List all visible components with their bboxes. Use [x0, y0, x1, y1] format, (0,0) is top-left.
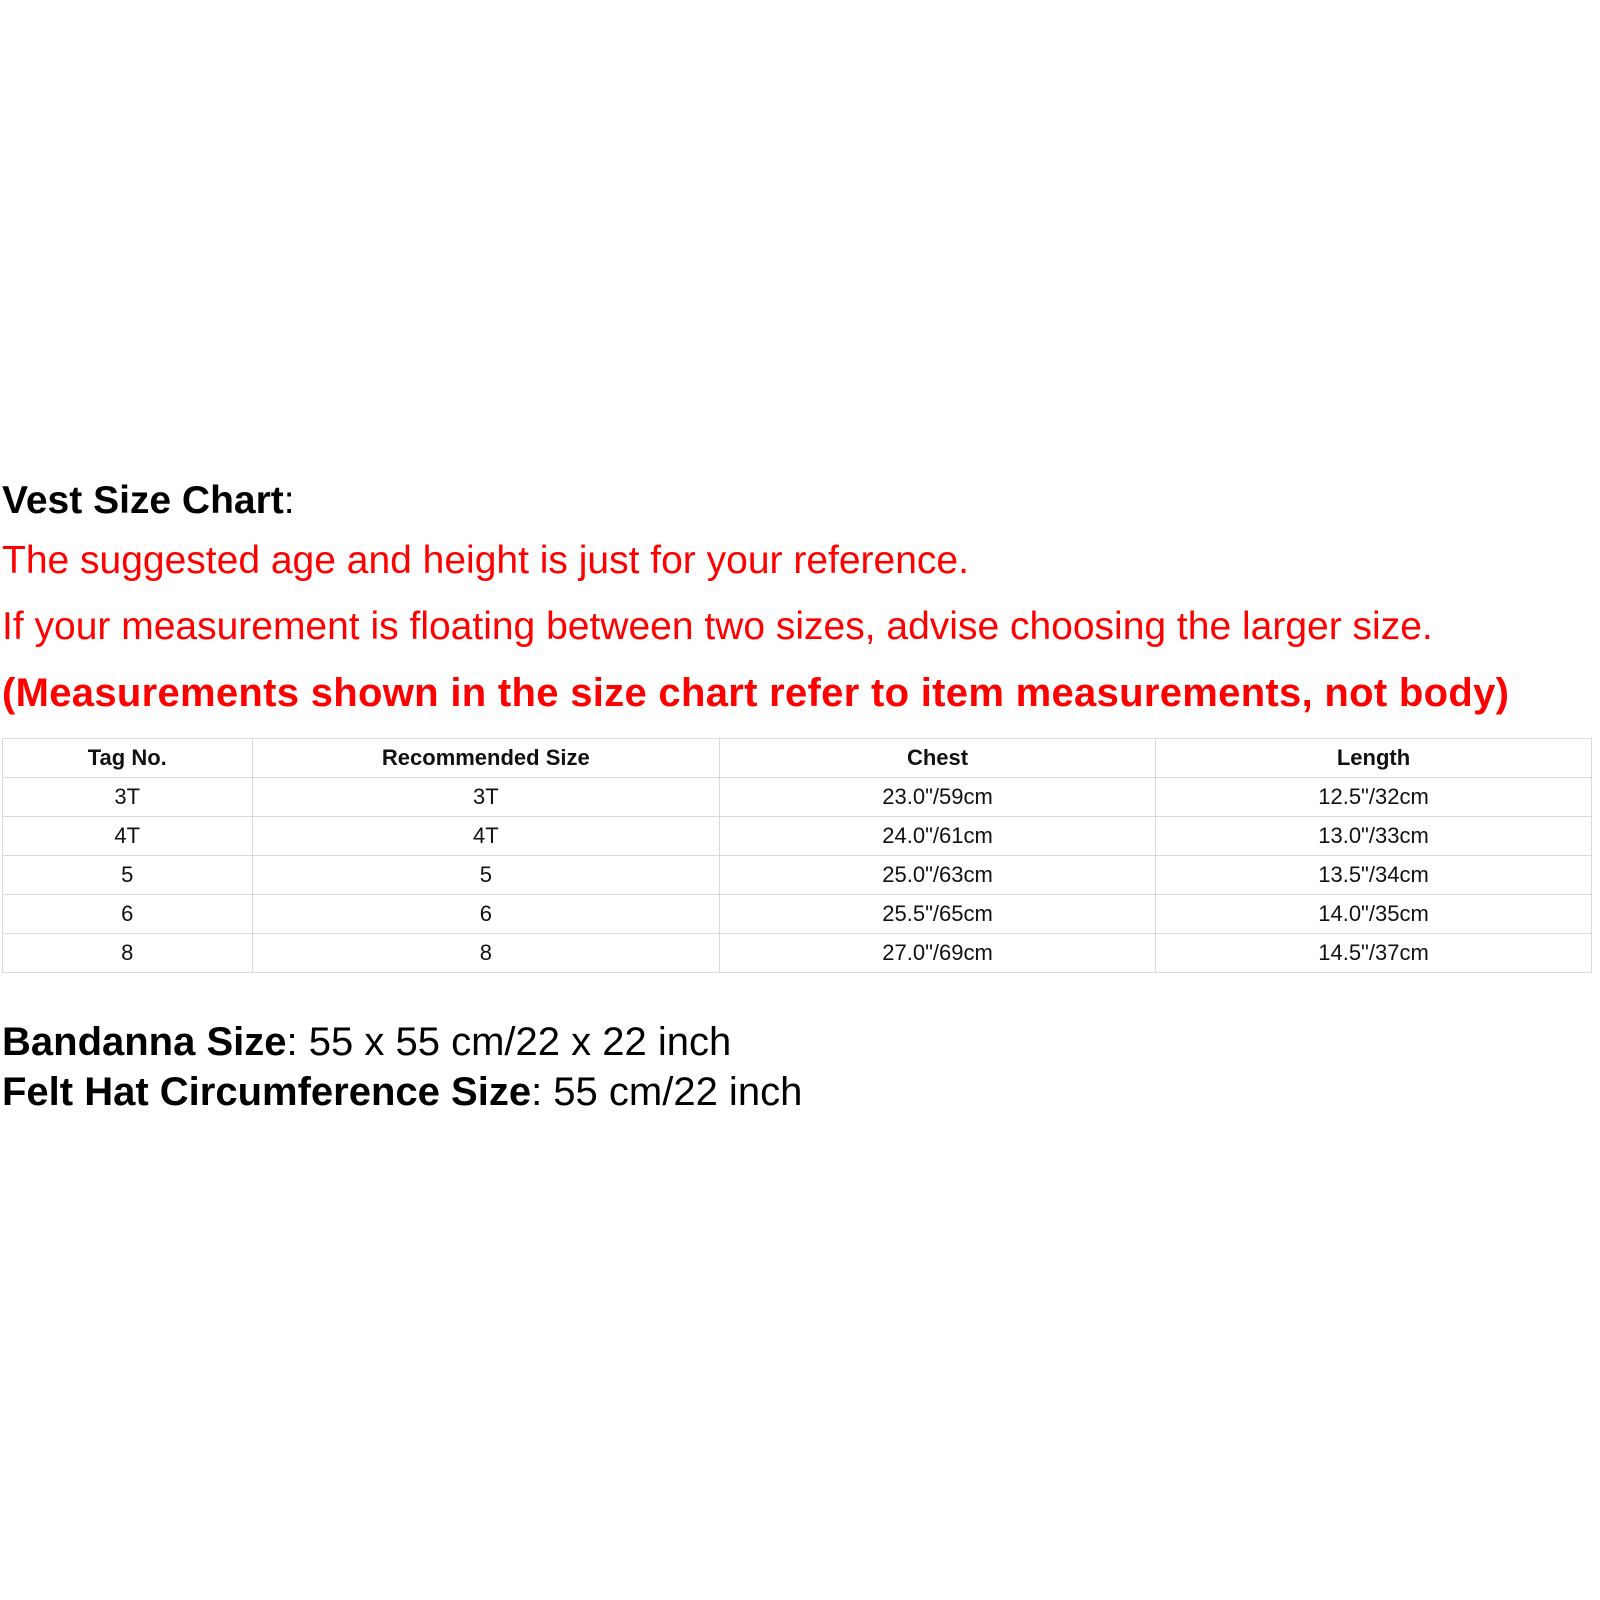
cell-recommended-size: 4T — [252, 817, 720, 856]
cell-length: 14.5"/37cm — [1156, 934, 1592, 973]
cell-recommended-size: 5 — [252, 856, 720, 895]
cell-tag-no: 5 — [3, 856, 253, 895]
cell-recommended-size: 3T — [252, 778, 720, 817]
title-colon: : — [283, 479, 295, 522]
measurement-disclaimer: (Measurements shown in the size chart refer to item measurements, not body) — [2, 671, 1510, 715]
bandanna-size-value: : 55 x 55 cm/22 x 22 inch — [286, 1020, 732, 1064]
sizing-advice-note: If your measurement is floating between two sizes, advise choosing the larger size. — [2, 605, 1433, 648]
cell-length: 13.0"/33cm — [1156, 817, 1592, 856]
cell-recommended-size: 8 — [252, 934, 720, 973]
cell-recommended-size: 6 — [252, 895, 720, 934]
cell-tag-no: 6 — [3, 895, 253, 934]
title-text: Vest Size Chart — [2, 479, 284, 522]
header-recommended-size: Recommended Size — [252, 739, 720, 778]
table-row — [3, 778, 1592, 817]
cell-chest: 23.0"/59cm — [720, 778, 1156, 817]
reference-note: The suggested age and height is just for your reference. — [2, 539, 969, 582]
header-tag-no: Tag No. — [3, 739, 253, 778]
header-length: Length — [1156, 739, 1592, 778]
size-chart-content — [2, 474, 1598, 1117]
felt-hat-size-value: : 55 cm/22 inch — [531, 1070, 803, 1114]
vest-size-table — [2, 738, 1592, 973]
felt-hat-size-label: Felt Hat Circumference Size — [2, 1070, 532, 1114]
cell-tag-no: 4T — [3, 817, 253, 856]
bandanna-size-label: Bandanna Size — [2, 1020, 287, 1064]
table-row — [3, 856, 1592, 895]
cell-tag-no: 3T — [3, 778, 253, 817]
cell-length: 14.0"/35cm — [1156, 895, 1592, 934]
cell-chest: 27.0"/69cm — [720, 934, 1156, 973]
cell-length: 13.5"/34cm — [1156, 856, 1592, 895]
cell-chest: 24.0"/61cm — [720, 817, 1156, 856]
table-header-row — [3, 739, 1592, 778]
felt-hat-size — [2, 1067, 1598, 1117]
bandanna-size — [2, 1017, 1598, 1067]
table-row — [3, 817, 1592, 856]
cell-tag-no: 8 — [3, 934, 253, 973]
cell-chest: 25.5"/65cm — [720, 895, 1156, 934]
vest-size-chart-title — [2, 474, 1598, 528]
table-row — [3, 934, 1592, 973]
cell-length: 12.5"/32cm — [1156, 778, 1592, 817]
table-row — [3, 895, 1592, 934]
cell-chest: 25.0"/63cm — [720, 856, 1156, 895]
header-chest: Chest — [720, 739, 1156, 778]
